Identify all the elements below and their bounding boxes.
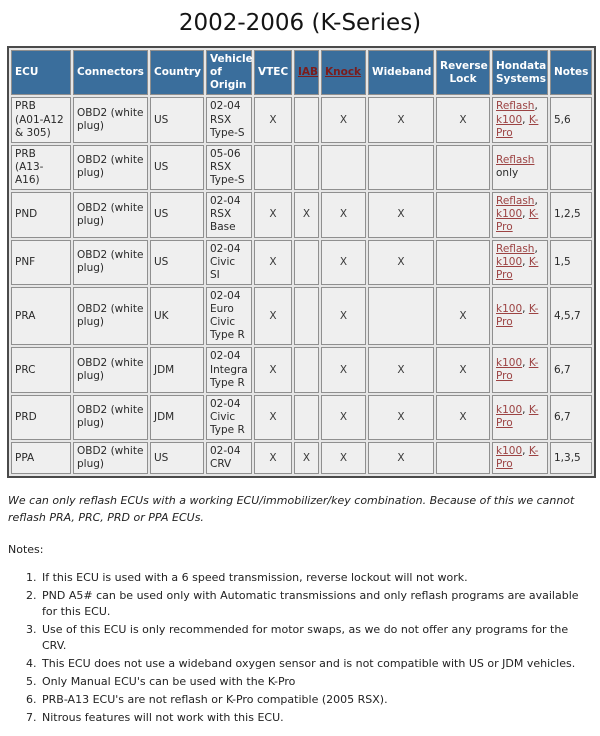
hondata-link-kpro[interactable]: K-Pro — [496, 445, 539, 471]
table-row — [11, 287, 592, 346]
hondata-text: , — [522, 208, 529, 221]
cell-vehicle: 02-04 CRV — [206, 442, 252, 474]
cell-notes: 5,6 — [550, 97, 592, 142]
table-row — [11, 97, 592, 142]
hondata-text: , — [534, 100, 538, 113]
hondata-link-reflash[interactable]: Reflash — [496, 100, 535, 113]
cell-country: US — [150, 442, 204, 474]
cell-ecu: PRA — [11, 287, 71, 346]
cell-vehicle: 02-04 Euro Civic Type R — [206, 287, 252, 346]
cell-knock: X — [321, 240, 366, 285]
col-header-reverse: Reverse Lock — [436, 50, 490, 95]
hondata-link-k100[interactable]: k100 — [496, 303, 523, 315]
cell-connectors: OBD2 (white plug) — [73, 192, 148, 237]
cell-iab — [294, 240, 319, 285]
cell-ecu: PRC — [11, 347, 71, 392]
hondata-text: , — [522, 303, 529, 315]
cell-hondata — [492, 442, 548, 474]
col-header-wideband: Wideband — [368, 50, 434, 95]
hondata-text: , — [522, 255, 529, 268]
hondata-link-kpro[interactable]: K-Pro — [496, 208, 539, 234]
hondata-text: , — [522, 404, 529, 417]
cell-ecu: PRD — [11, 395, 71, 440]
cell-notes — [550, 145, 592, 190]
cell-vtec: X — [254, 97, 292, 142]
cell-reverse: X — [436, 287, 490, 346]
cell-vtec: X — [254, 192, 292, 237]
cell-hondata — [492, 240, 548, 285]
hondata-link-k100[interactable]: k100 — [496, 356, 523, 369]
col-header-vtec: VTEC — [254, 50, 292, 95]
header-row — [11, 50, 592, 95]
cell-iab: X — [294, 442, 319, 474]
table-row — [11, 240, 592, 285]
cell-notes: 4,5,7 — [550, 287, 592, 346]
hondata-link-reflash[interactable]: Reflash — [496, 154, 535, 167]
note-item: 1. If this ECU is used with a 6 speed transmission, reverse lockout will not work. — [40, 570, 594, 586]
cell-hondata — [492, 192, 548, 237]
hondata-text: only — [496, 167, 519, 180]
cell-vehicle: 02-04 Civic Type R — [206, 395, 252, 440]
cell-hondata — [492, 347, 548, 392]
cell-reverse — [436, 192, 490, 237]
cell-reverse — [436, 442, 490, 474]
col-header-hondata: Hondata Systems — [492, 50, 548, 95]
cell-connectors: OBD2 (white plug) — [73, 395, 148, 440]
table-row — [11, 145, 592, 190]
cell-iab: X — [294, 192, 319, 237]
cell-iab — [294, 97, 319, 142]
cell-ecu: PRB (A01-A12 & 305) — [11, 97, 71, 142]
cell-notes: 1,5 — [550, 240, 592, 285]
hondata-link-k100[interactable]: k100 — [496, 113, 523, 126]
cell-connectors: OBD2 (white plug) — [73, 347, 148, 392]
cell-wideband: X — [368, 395, 434, 440]
hondata-link-kpro[interactable]: K-Pro — [496, 303, 539, 329]
hondata-text: , — [522, 113, 529, 126]
cell-hondata — [492, 395, 548, 440]
header-link-knock[interactable]: Knock — [325, 66, 362, 79]
cell-country: US — [150, 240, 204, 285]
cell-vtec: X — [254, 395, 292, 440]
cell-iab — [294, 145, 319, 190]
cell-wideband: X — [368, 442, 434, 474]
cell-vehicle: 02-04 Civic SI — [206, 240, 252, 285]
cell-vtec — [254, 145, 292, 190]
cell-wideband: X — [368, 347, 434, 392]
cell-country: UK — [150, 287, 204, 346]
cell-reverse: X — [436, 395, 490, 440]
notes-list — [8, 570, 594, 725]
cell-country: JDM — [150, 347, 204, 392]
cell-notes: 1,3,5 — [550, 442, 592, 474]
note-item: 3. Use of this ECU is only recommended for motor swaps, as we do not offer any programs for the CRV. — [40, 622, 594, 654]
note-item: 6. PRB-A13 ECU's are not reflash or K-Pro compatible (2005 RSX). — [40, 692, 594, 708]
col-header-notes: Notes — [550, 50, 592, 95]
hondata-link-k100[interactable]: k100 — [496, 255, 523, 268]
cell-vehicle: 02-04 Integra Type R — [206, 347, 252, 392]
table-row — [11, 442, 592, 474]
cell-vtec: X — [254, 442, 292, 474]
hondata-text: , — [534, 242, 538, 255]
cell-wideband — [368, 287, 434, 346]
col-header-connectors: Connectors — [73, 50, 148, 95]
cell-connectors: OBD2 (white plug) — [73, 240, 148, 285]
cell-knock: X — [321, 347, 366, 392]
cell-country: US — [150, 97, 204, 142]
cell-vehicle: 05-06 RSX Type-S — [206, 145, 252, 190]
table-row — [11, 192, 592, 237]
cell-knock: X — [321, 192, 366, 237]
cell-wideband: X — [368, 240, 434, 285]
col-header-iab — [294, 50, 319, 95]
hondata-link-k100[interactable]: k100 — [496, 445, 523, 458]
cell-hondata — [492, 145, 548, 190]
cell-wideband — [368, 145, 434, 190]
table-row — [11, 347, 592, 392]
cell-hondata — [492, 97, 548, 142]
col-header-ecu: ECU — [11, 50, 71, 95]
cell-reverse: X — [436, 347, 490, 392]
cell-vehicle: 02-04 RSX Base — [206, 192, 252, 237]
hondata-text: , — [522, 356, 529, 369]
cell-vtec: X — [254, 240, 292, 285]
cell-country: JDM — [150, 395, 204, 440]
note-item: 2. PND A5# can be used only with Automatic transmissions and only reflash programs are available for this ECU. — [40, 588, 594, 620]
cell-notes: 6,7 — [550, 347, 592, 392]
hondata-link-k100[interactable]: k100 — [496, 404, 523, 417]
cell-iab — [294, 287, 319, 346]
hondata-text: , — [522, 445, 529, 458]
cell-knock: X — [321, 442, 366, 474]
cell-country: US — [150, 145, 204, 190]
notes-label: Notes: — [8, 543, 44, 557]
note-item: 4. This ECU does not use a wideband oxygen sensor and is not compatible with US or JDM vehicles. — [40, 656, 594, 672]
cell-vehicle: 02-04 RSX Type-S — [206, 97, 252, 142]
ecu-table — [7, 46, 596, 478]
cell-iab — [294, 395, 319, 440]
cell-reverse — [436, 145, 490, 190]
cell-reverse: X — [436, 97, 490, 142]
cell-notes: 1,2,5 — [550, 192, 592, 237]
reflash-disclaimer: We can only reflash ECUs with a working ECU/immobilizer/key combination. Because of this we cannot reflash PRA, PRC, PRD or PPA ECUs. — [8, 494, 575, 524]
col-header-knock — [321, 50, 366, 95]
note-item: 7. Nitrous features will not work with this ECU. — [40, 710, 594, 726]
col-header-country: Country — [150, 50, 204, 95]
header-link-iab[interactable]: IAB — [298, 66, 319, 79]
cell-vtec: X — [254, 287, 292, 346]
hondata-link-reflash[interactable]: Reflash — [496, 195, 535, 208]
cell-connectors: OBD2 (white plug) — [73, 287, 148, 346]
cell-vtec: X — [254, 347, 292, 392]
cell-ecu: PNF — [11, 240, 71, 285]
cell-ecu: PND — [11, 192, 71, 237]
cell-notes: 6,7 — [550, 395, 592, 440]
cell-reverse — [436, 240, 490, 285]
hondata-link-kpro[interactable]: K-Pro — [496, 113, 539, 139]
hondata-link-kpro[interactable]: K-Pro — [496, 356, 539, 383]
hondata-link-reflash[interactable]: Reflash — [496, 242, 535, 255]
cell-connectors: OBD2 (white plug) — [73, 442, 148, 474]
page-title: 2002-2006 (K-Series) — [178, 10, 422, 36]
cell-connectors: OBD2 (white plug) — [73, 145, 148, 190]
hondata-link-k100[interactable]: k100 — [496, 208, 523, 221]
cell-knock: X — [321, 97, 366, 142]
cell-ecu: PRB (A13-A16) — [11, 145, 71, 190]
cell-hondata — [492, 287, 548, 346]
cell-iab — [294, 347, 319, 392]
col-header-vehicle: Vehicle of Origin — [206, 50, 252, 95]
hondata-text: , — [534, 195, 538, 208]
cell-country: US — [150, 192, 204, 237]
table-row — [11, 395, 592, 440]
cell-knock: X — [321, 287, 366, 346]
cell-knock: X — [321, 395, 366, 440]
cell-wideband: X — [368, 97, 434, 142]
hondata-link-kpro[interactable]: K-Pro — [496, 255, 539, 281]
cell-knock — [321, 145, 366, 190]
note-item: 5. Only Manual ECU's can be used with the K-Pro — [40, 674, 594, 690]
hondata-link-kpro[interactable]: K-Pro — [496, 404, 539, 430]
cell-connectors: OBD2 (white plug) — [73, 97, 148, 142]
cell-ecu: PPA — [11, 442, 71, 474]
cell-wideband: X — [368, 192, 434, 237]
